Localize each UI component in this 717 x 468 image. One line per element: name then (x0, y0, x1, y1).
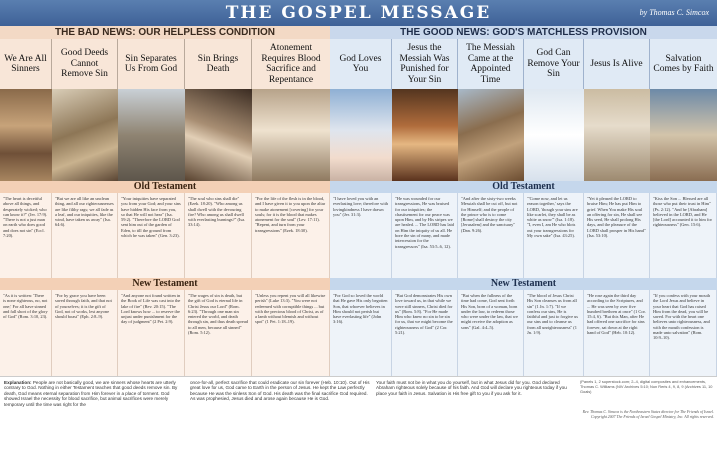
garden-photo (118, 89, 185, 181)
nt-verse: "But God demonstrates His own love toward us, in that while we were still sinners, Christ died for us" (Rom. 5:8). "For He made Him who knew no sin to be sin for us, that we might become the righteousness of God" (2 Cor. 5:21). (392, 290, 458, 376)
snow-photo (524, 89, 584, 181)
topic-good-deeds: Good Deeds Cannot Remove Sin (52, 39, 118, 89)
topic-sin-brings-death: Sin Brings Death (185, 39, 252, 89)
ot-verse: "He was wounded for our transgressions, He was bruised for our iniquities; the chastisement for our peace was upon Him, and by His stripes we are healed. ... The LORD has laid on Him the iniquity of us all. He bore the sin of many, and made intercession for the transgressors" (Isa. 53:5–6, 12). (392, 193, 458, 278)
baby-photo (330, 89, 392, 181)
explanation-col-1 (4, 380, 184, 407)
explanation-col-2: once-for-all, perfect sacrifice that could eradicate our sin forever (Heb. 10:10). Out of His great love for us, God came to Earth in the person of Jesus. He kept the Law perfectly because He was the sinless Son of God. His death was the final sacrifice God required. As was prophesied, Jesus died and arose again because He is God. (190, 380, 370, 402)
topic-atonement: Atonement Requires Blood Sacrifice and Repentance (252, 39, 330, 89)
sacrifice-photo (252, 89, 330, 181)
nt-label-bad: New Testament (0, 278, 330, 290)
page-title: THE GOSPEL MESSAGE (225, 3, 492, 23)
crowd-photo (0, 89, 52, 181)
copyright-note: Rev. Thomas C. Simcox is the Northeastern States director for The Friends of Israel. Copyright 2007 The Friends of Israel Gospel Ministry, Inc. All rights reserved. (582, 410, 714, 419)
ot-verse: "Yet it pleased the LORD to bruise Him; He has put Him to grief. When You make His soul an offering for sin, He shall see His seed, He shall prolong His days, and the pleasure of the LORD shall prosper in His hand" (Isa. 53:10). (584, 193, 650, 278)
nt-verse: "But when the fullness of the time had come, God sent forth His Son, born of a woman, born under the law, to redeem those who were under the law, that we might receive the adoption as sons" (Gal. 4:4–5). (458, 290, 524, 376)
nt-verse: "If you confess with your mouth the Lord Jesus and believe in your heart that God has raised Him from the dead, you will be saved. For with the heart one believes unto righteousness, and with the mouth confession is made unto salvation" (Rom. 10:9–10). (650, 290, 717, 376)
nt-verse: "For by grace you have been saved through faith, and that not of yourselves; it is the gift of God, not of works, lest anyone should boast" (Eph. 2:8–9). (52, 290, 118, 376)
ot-verse: "'Come now, and let us reason together,' says the LORD, 'though your sins are like scarlet, they shall be as white as snow'" (Isa. 1:18). "I, even I, am He who blots out your transgressions for My own sake" (Isa. 43:25). (524, 193, 584, 278)
ot-verse: "Kiss the Son ... Blessed are all those who put their trust in Him" (Ps. 2:12). "And he [Abraham] believed in the LORD, and He [the Lord] accounted it to him for righteousness" (Gen. 15:6). (650, 193, 717, 278)
ot-verse: "But we are all like an unclean thing, and all our righteousnesses are like filthy rags; we all fade as a leaf, and our iniquities, like the wind, have taken us away" (Isa. 64:6). (52, 193, 118, 278)
explanation-label: Explanation: (4, 380, 32, 385)
topic-salvation-by-faith: Salvation Comes by Faith (650, 39, 717, 89)
topic-god-loves-you: God Loves You (330, 39, 392, 89)
ot-label-bad: Old Testament (0, 181, 330, 193)
topic-we-are-all-sinners: We Are All Sinners (0, 39, 52, 89)
nt-verse: "Unless you repent you will all likewise perish" (Luke 13:3). "You were not redeemed with corruptible things ... but with the precious blood of Christ, as of a lamb without blemish and without spot" (1 Pet. 1:18–19). (252, 290, 330, 376)
nt-label-good: New Testament (330, 278, 717, 290)
nt-verse: "The blood of Jesus Christ His Son cleanses us from all sin" (1 Jn. 1:7). "If we confess our sins, He is faithful and just to forgive us our sins and to cleanse us from all unrighteousness" (1 Jn. 1:9). (524, 290, 584, 376)
topic-messiah-appointed: The Messiah Came at the Appointed Time (458, 39, 524, 89)
death-photo (185, 89, 252, 181)
empty-tomb-photo (584, 89, 650, 181)
nt-verse: "For God so loved the world that He gave His only begotten Son, that whoever believes in Him should not perish but have everlasting life" (John 3:16). (330, 290, 392, 376)
explanation-text-1: People are not basically good, we are sinners whose hearts are utterly contrary to God. Nothing in either Testament teaches that good deeds remove sin. By death, God means eternal separation from Him forever in a place of torment. God showed Israel the necessity for blood sacrifice, but animal sacrifices were merely temporary until the time was right for the (4, 380, 178, 407)
ot-verse: "I have loved you with an everlasting love; therefore with lovingkindness I have drawn you" (Jer. 31:3). (330, 193, 392, 278)
good-news-heading: THE GOOD NEWS: GOD'S MATCHLESS PROVISION (330, 26, 717, 39)
topic-remove-sin: God Can Remove Your Sin (524, 39, 584, 89)
topic-jesus-alive: Jesus Is Alive (584, 39, 650, 89)
ot-verse: "Your iniquities have separated you from your God; and your sins have hidden His face from you, so that He will not hear" (Isa. 59:2). "Therefore the LORD God sent him out of the garden of Eden, to till the ground from which he was taken" (Gen. 3:23). (118, 193, 185, 278)
topic-sin-separates: Sin Separates Us From God (118, 39, 185, 89)
bad-news-heading: THE BAD NEWS: OUR HELPLESS CONDITION (0, 26, 330, 39)
nt-verse: "The wages of sin is death, but the gift of God is eternal life in Christ Jesus our Lord" (Rom. 6:23). "Through one man sin entered the world, and death through sin, and thus death spread to all men, because all sinned" (Rom. 5:12). (185, 290, 252, 376)
nt-verse: "And anyone not found written in the Book of Life was cast into the lake of fire" (Rev. 20:15). "The Lord knows how ... to reserve the unjust under punishment for the day of judgment" (2 Pet. 2:9). (118, 290, 185, 376)
roman-soldier-photo (458, 89, 524, 181)
ot-label-good: Old Testament (330, 181, 717, 193)
crucifixion-photo (392, 89, 458, 181)
good-deeds-photo (52, 89, 118, 181)
praying-hands-photo (650, 89, 717, 181)
nt-verse: "He rose again the third day according to the Scriptures, and ... He was seen by over five hundred brethren at once" (1 Cor. 15:4, 6). "But this Man, after He had offered one sacrifice for sins forever, sat down at the right hand of God" (Heb. 10:12). (584, 290, 650, 376)
author-byline: by Thomas C. Simcox (639, 8, 709, 17)
ot-verse: "The heart is deceitful above all things, and desperately wicked; who can know it?" (Jer. 17:9). "There is not a just man on earth who does good and does not sin" (Eccl. 7:20). (0, 193, 52, 278)
ot-verse: "For the life of the flesh is in the blood, and I have given it to you upon the altar to make atonement [covering] for your souls; for it is the blood that makes atonement for the soul" (Lev. 17:11). "Repent, and turn from your transgressions" (Ezek. 18:30). (252, 193, 330, 278)
ot-verse: "And after the sixty-two weeks Messiah shall be cut off, but not for Himself; and the people of the prince who is to come [Rome] shall destroy the city [Jerusalem] and the sanctuary" (Dan. 9:26). (458, 193, 524, 278)
topic-messiah-punished: Jesus the Messiah Was Punished for Your Sin (392, 39, 458, 89)
ot-verse: "The soul who sins shall die" (Ezek. 18:20). "Who among us shall dwell with the devouring fire? Who among us shall dwell with everlasting burnings?" (Isa. 33:14). (185, 193, 252, 278)
title-bar (0, 0, 717, 26)
photo-credits: (Panels 1, 2 superstock.com; 2–4, digital composites and enhancements, Thomas C. Williams (NIV Archives 5:10; Nun Reris 4, 9, 8, 9 (Archives 11, 10 Goals) (580, 379, 713, 394)
explanation-col-3: Your faith must not be in what you do yourself, but in what Jesus did for you. God declared Abraham righteous solely because of his faith. And God will declare you righteous today if you place your faith in Jesus. Salvation is His free gift to you if you ask for it. (376, 380, 567, 396)
nt-verse: "As it is written: 'There is none righteous, no, not one;' For all have sinned and fall short of the glory of God" (Rom. 3:10, 23). (0, 290, 52, 376)
